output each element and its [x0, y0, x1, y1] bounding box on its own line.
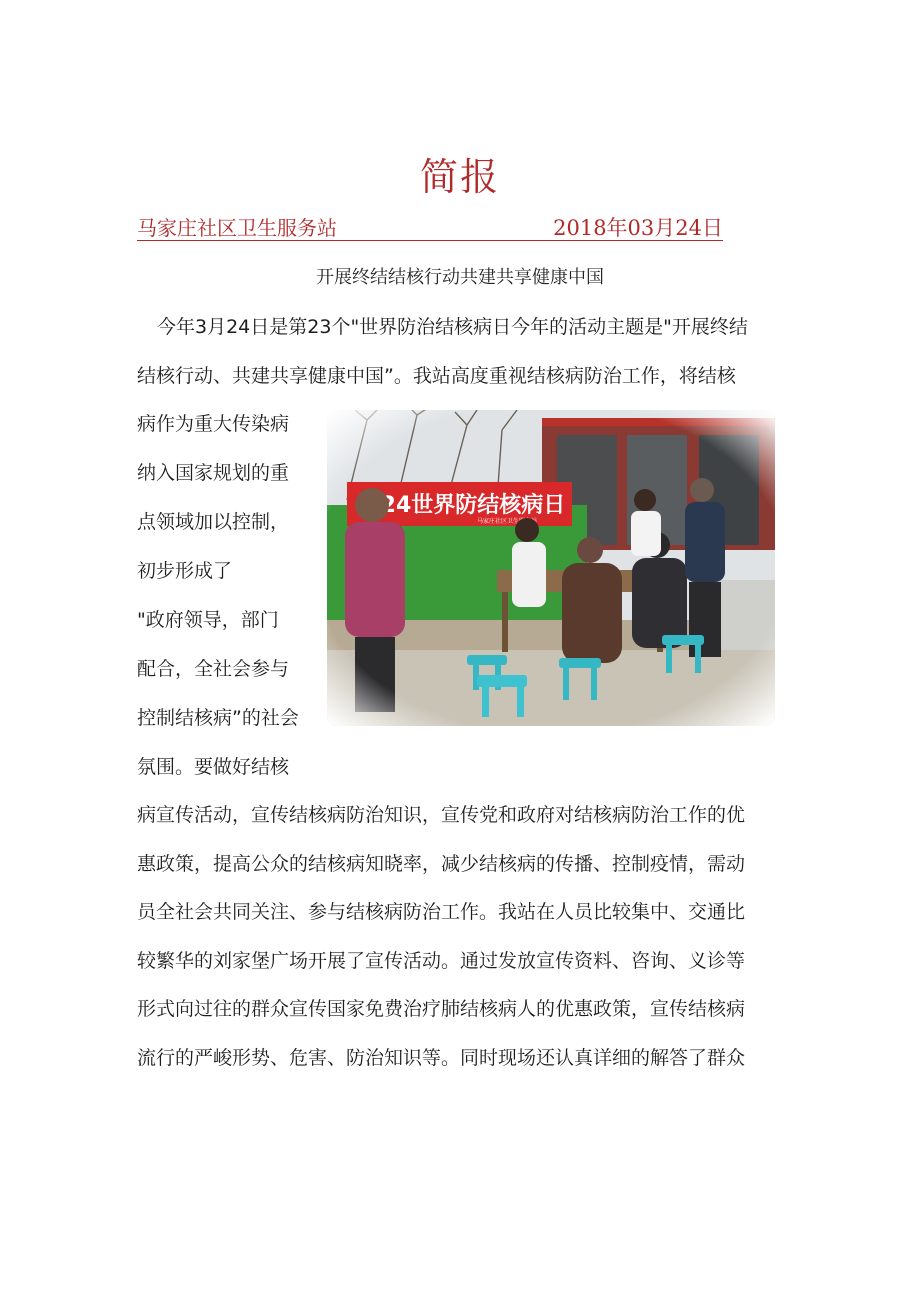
- paragraph-line: 配合，全社会参与: [137, 658, 290, 680]
- paragraph-line: 氛围。要做好结核: [137, 756, 290, 778]
- paragraph-line: 惠政策，提高公众的结核病知晓率，减少结核病的传播、控制疫情，需动: [137, 853, 746, 875]
- paragraph-line: 病作为重大传染病: [137, 413, 290, 435]
- paragraph-line: 员全社会共同关注、参与结核病防治工作。我站在人员比较集中、交通比: [137, 901, 746, 923]
- paragraph-line: 今年3月24日是第23个"世界防治结核病日今年的活动主题是"开展终结: [157, 316, 748, 338]
- paragraph-line: 控制结核病”的社会: [137, 707, 299, 729]
- paragraph-line: 初步形成了: [137, 560, 233, 582]
- paragraph-line: 病宣传活动，宣传结核病防治知识，宣传党和政府对结核病防治工作的优: [137, 804, 746, 826]
- article-heading: 开展终结结核行动共建共享健康中国: [316, 267, 604, 288]
- paragraph-line: 较繁华的刘家堡广场开展了宣传活动。通过发放宣传资料、咨询、义诊等: [137, 950, 746, 972]
- header-row: [137, 212, 723, 241]
- paragraph-line: 结核行动、共建共享健康中国”。我站高度重视结核病防治工作，将结核: [137, 365, 736, 387]
- paragraph-line: 流行的严峻形势、危害、防治知识等。同时现场还认真详细的解答了群众: [137, 1047, 746, 1069]
- paragraph-line: 纳入国家规划的重: [137, 462, 290, 484]
- paragraph-line: 点领域加以控制，: [137, 511, 290, 533]
- report-date: 2018年03月24日: [553, 216, 723, 240]
- event-photo: [327, 410, 775, 726]
- organization-name: 马家庄社区卫生服务站: [137, 216, 337, 240]
- paragraph-line: 形式向过往的群众宣传国家免费治疗肺结核病人的优惠政策，宣传结核病: [137, 998, 746, 1020]
- paragraph-line: "政府领导，部门: [137, 609, 279, 631]
- document-title: 简报: [419, 155, 500, 199]
